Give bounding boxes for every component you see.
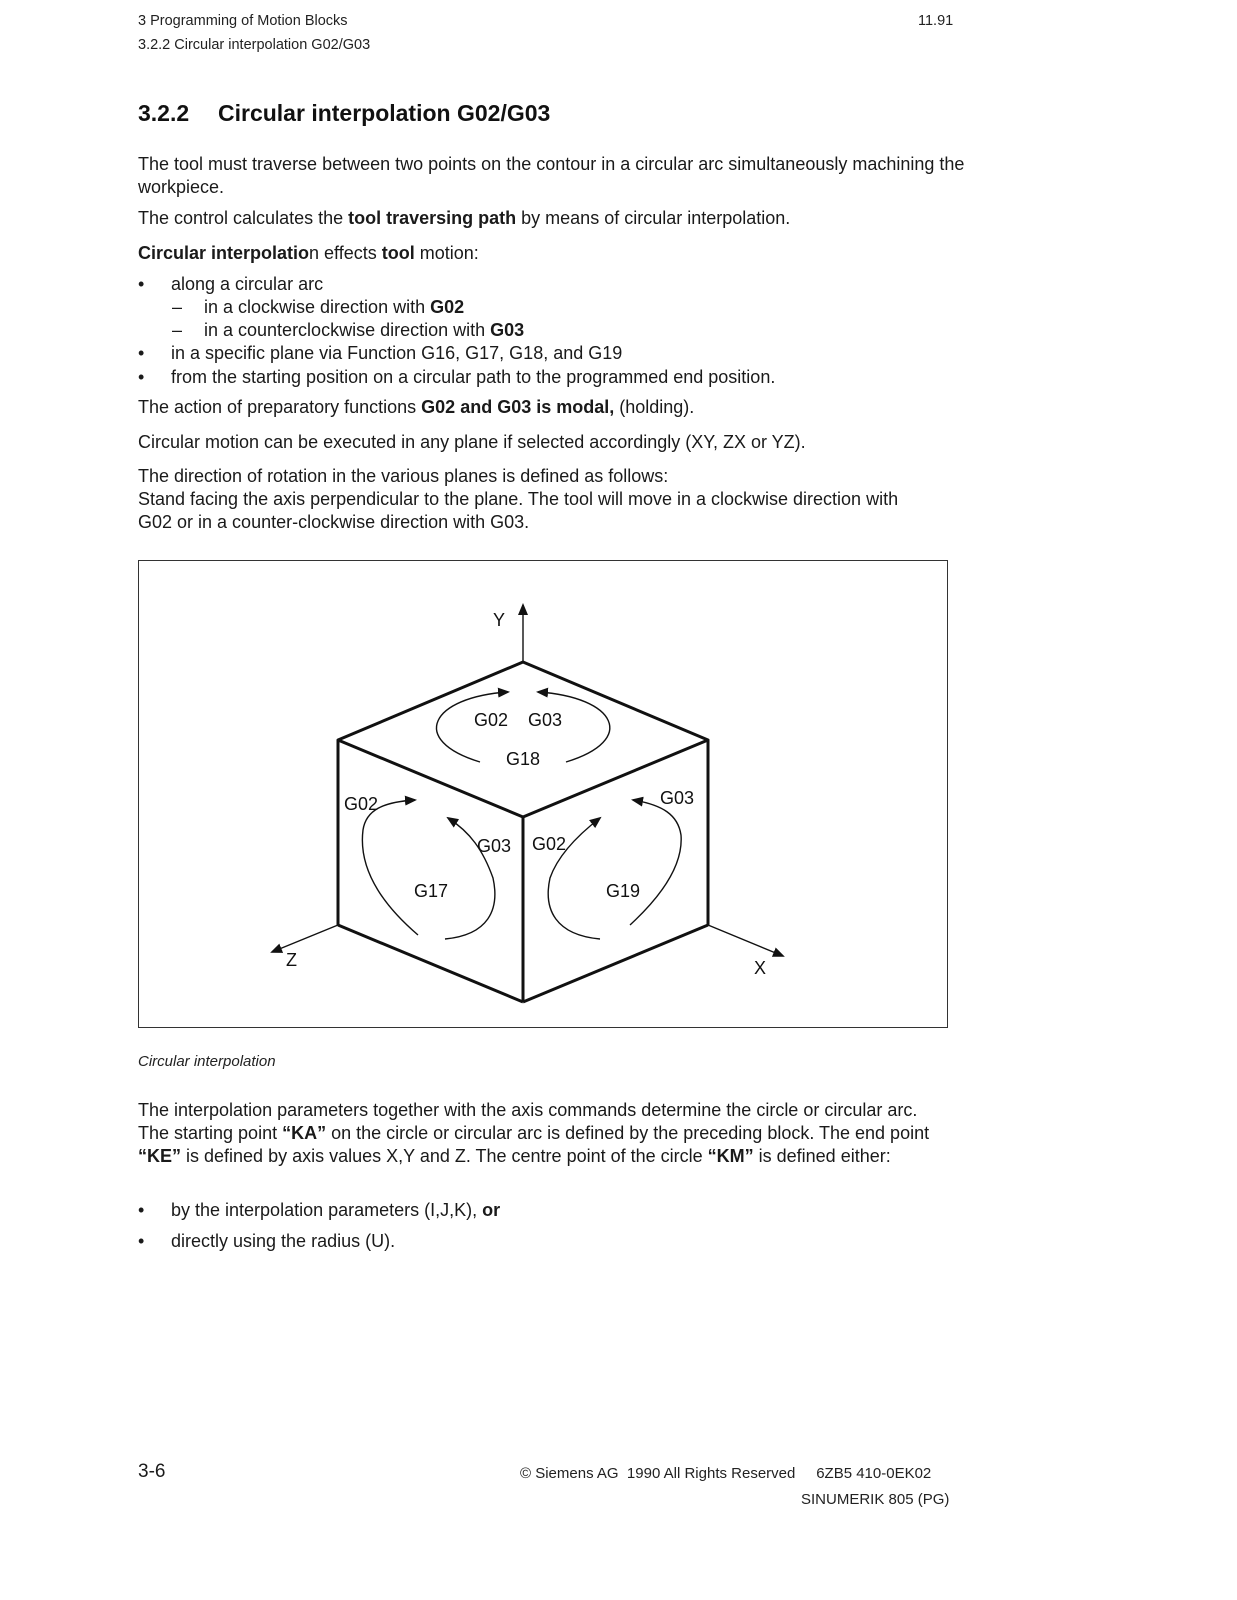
bold-run: “KA” [282,1123,327,1143]
text-run: Stand facing the axis perpendicular to the plane. The tool will move in a clockwise direction with G02 or in a counter-clockwise direction with G03. [138,489,899,532]
bullet-marker: • [138,343,145,363]
text-run: by the interpolation parameters (I,J,K), [171,1200,483,1220]
section-number: 3.2.2 [138,100,190,126]
axis-z-label: Z [286,950,297,970]
modal-paragraph [138,396,978,419]
bold-run: tool traversing path [348,208,517,228]
section-title [138,100,550,127]
text-run: The direction of rotation in the various planes is defined as follows: [138,466,669,486]
bold-run: “KE” [138,1146,182,1166]
text-run: in a clockwise direction with [204,297,431,317]
cube-diagram [138,560,948,1028]
bold-run: “KM” [707,1146,754,1166]
left-g02-arc [362,800,418,935]
dash-marker: – [172,320,183,340]
copyright-notice: © Siemens AG 1990 All Rights Reserved 6ZB5 410-0EK02 [520,1465,932,1482]
figure-frame [138,560,948,1028]
list-item-text: directly using the radius (U). [171,1231,396,1251]
dash-marker: – [172,297,183,317]
top-plane-label: G18 [506,749,541,769]
top-g03-label: G03 [528,710,563,730]
effects-paragraph [138,242,978,265]
axis-x-label: X [754,958,767,978]
text-run: in a counterclockwise direction with [204,320,491,340]
text-run: motion: [414,243,479,263]
text-run: The action of preparatory functions [138,397,422,417]
left-g03-label: G03 [477,836,512,856]
list-item-text [204,319,524,342]
running-header-date: 11.91 [918,13,954,29]
bold-run: G02 [430,297,465,317]
intro-paragraph: The tool must traverse between two points on the contour in a circular arc simultaneously machining the workpiece. [138,154,965,197]
text-run: The control calculates the [138,208,349,228]
cube-outline [338,662,708,1002]
bullet-marker: • [138,274,145,294]
figure-caption: Circular interpolation [138,1053,276,1070]
page-number: 3-6 [138,1461,166,1482]
running-header-section: 3.2.2 Circular interpolation G02/G03 [138,37,371,53]
plane-paragraph: Circular motion can be executed in any plane if selected accordingly (XY, ZX or YZ). [138,432,806,452]
text-run: The interpolation parameters together with the axis commands determine the circle or circular arc. The starting point [138,1100,918,1143]
axis-y-label: Y [493,610,506,630]
x-axis-line [708,925,783,956]
right-plane-label: G19 [606,881,641,901]
list-item-text: in a specific plane via Function G16, G17, G18, and G19 [171,343,623,363]
rotation-paragraph [138,465,928,534]
left-g02-label: G02 [344,794,379,814]
right-g02-label: G02 [532,834,567,854]
section-title-text: Circular interpolation G02/G03 [218,100,551,126]
text-run: n effects [309,243,382,263]
list-item-text [204,296,464,319]
bold-run: tool [381,243,415,263]
bold-run: G03 [490,320,525,340]
text-run: is defined by axis values X,Y and Z. The centre point of the circle [181,1146,708,1166]
bullet-marker: • [138,1231,145,1251]
bold-run: G02 and G03 is modal, [421,397,615,417]
bullet-marker: • [138,367,145,387]
interpolation-params-paragraph [138,1099,948,1168]
bold-run: Circular interpolatio [138,243,310,263]
text-run: (holding). [614,397,695,417]
text-run: is defined either: [753,1146,891,1166]
text-run: by means of circular interpolation. [516,208,791,228]
right-g03-arc [630,800,681,925]
list-item-text [171,1199,500,1222]
control-paragraph [138,207,978,230]
running-header-chapter: 3 Programming of Motion Blocks [138,13,348,29]
bold-run: or [482,1200,501,1220]
list-item-text: from the starting position on a circular path to the programmed end position. [171,367,776,387]
right-g03-label: G03 [660,788,695,808]
text-run: on the circle or circular arc is defined by the preceding block. The end point [326,1123,930,1143]
bullet-marker: • [138,1200,145,1220]
z-axis-line [272,925,338,952]
top-g02-label: G02 [474,710,509,730]
list-item-text: along a circular arc [171,274,324,294]
product-name: SINUMERIK 805 (PG) [801,1491,950,1508]
left-plane-label: G17 [414,881,449,901]
